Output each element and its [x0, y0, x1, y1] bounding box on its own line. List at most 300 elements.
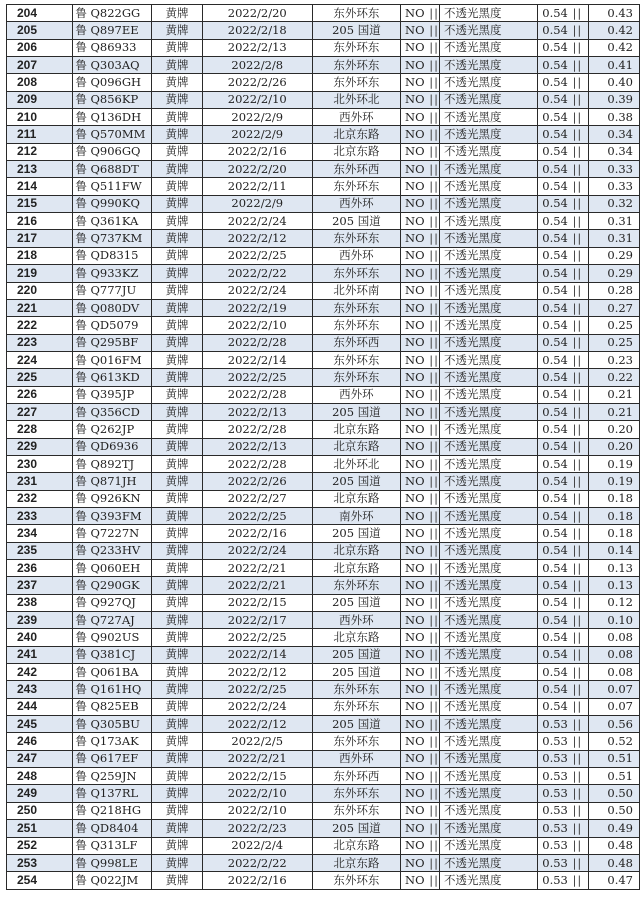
plate-number-cell: 鲁 Q305BU — [73, 716, 152, 733]
plate-color-cell: 黄牌 — [152, 143, 203, 160]
plate-color-cell: 黄牌 — [152, 768, 203, 785]
limit-value-cell: 0.53 || — [538, 733, 589, 750]
table-row — [7, 91, 640, 108]
inspection-date-cell: 2022/2/4 — [202, 837, 312, 854]
limit-value-cell: 0.53 || — [538, 750, 589, 767]
test-item-cell: 不透光黑度 — [440, 403, 538, 420]
plate-color-cell: 黄牌 — [152, 247, 203, 264]
row-number-cell: 252 — [7, 837, 73, 854]
column-separator: || — [567, 92, 583, 107]
column-separator: || — [567, 57, 583, 72]
plate-number-cell: 鲁 Q080DV — [73, 299, 152, 316]
measured-value-cell: 0.48 — [589, 854, 640, 871]
measured-value-cell: 0.51 — [589, 768, 640, 785]
test-item-cell: 不透光黑度 — [440, 802, 538, 819]
plate-color-cell: 黄牌 — [152, 802, 203, 819]
column-separator: || — [424, 231, 439, 246]
status-cell: NO || — [401, 91, 440, 108]
plate-number-cell: 鲁 Q822GG — [73, 5, 152, 22]
column-separator: || — [567, 560, 583, 575]
location-cell: 205 国道 — [312, 213, 400, 230]
location-cell: 205 国道 — [312, 525, 400, 542]
column-separator: || — [567, 196, 583, 211]
column-separator: || — [567, 751, 583, 766]
test-item-cell: 不透光黑度 — [440, 299, 538, 316]
limit-value-cell: 0.54 || — [538, 490, 589, 507]
column-separator: || — [424, 491, 439, 506]
table-row — [7, 785, 640, 802]
table-row — [7, 750, 640, 767]
row-number-cell: 211 — [7, 126, 73, 143]
inspection-results-table — [6, 4, 640, 890]
status-cell: NO || — [401, 473, 440, 490]
row-number-cell: 204 — [7, 5, 73, 22]
column-separator: || — [567, 144, 583, 159]
inspection-date-cell: 2022/2/24 — [202, 542, 312, 559]
measured-value-cell: 0.27 — [589, 299, 640, 316]
plate-color-cell: 黄牌 — [152, 785, 203, 802]
plate-number-cell: 鲁 Q262JP — [73, 421, 152, 438]
column-separator: || — [424, 283, 439, 298]
inspection-date-cell: 2022/2/15 — [202, 768, 312, 785]
column-separator: || — [567, 404, 583, 419]
limit-value-cell: 0.54 || — [538, 386, 589, 403]
test-item-cell: 不透光黑度 — [440, 91, 538, 108]
plate-color-cell: 黄牌 — [152, 664, 203, 681]
plate-color-cell: 黄牌 — [152, 733, 203, 750]
inspection-date-cell: 2022/2/26 — [202, 74, 312, 91]
measured-value-cell: 0.25 — [589, 334, 640, 351]
column-separator: || — [424, 699, 439, 714]
row-number-cell: 210 — [7, 109, 73, 126]
row-number-cell: 232 — [7, 490, 73, 507]
table-row — [7, 74, 640, 91]
column-separator: || — [424, 630, 439, 645]
limit-value-cell: 0.54 || — [538, 57, 589, 74]
measured-value-cell: 0.33 — [589, 161, 640, 178]
plate-number-cell: 鲁 Q86933 — [73, 39, 152, 56]
table-row — [7, 22, 640, 39]
location-cell: 东外环东 — [312, 681, 400, 698]
table-row — [7, 612, 640, 629]
location-cell: 东外环东 — [312, 178, 400, 195]
status-cell: NO || — [401, 5, 440, 22]
test-item-cell: 不透光黑度 — [440, 334, 538, 351]
column-separator: || — [567, 803, 583, 818]
inspection-date-cell: 2022/2/21 — [202, 750, 312, 767]
test-item-cell: 不透光黑度 — [440, 872, 538, 889]
limit-value-cell: 0.54 || — [538, 646, 589, 663]
column-separator: || — [424, 248, 439, 263]
location-cell: 北京东路 — [312, 854, 400, 871]
status-cell: NO || — [401, 334, 440, 351]
table-row — [7, 837, 640, 854]
measured-value-cell: 0.18 — [589, 507, 640, 524]
table-row — [7, 282, 640, 299]
plate-number-cell: 鲁 Q290GK — [73, 577, 152, 594]
location-cell: 东外环东 — [312, 577, 400, 594]
test-item-cell: 不透光黑度 — [440, 5, 538, 22]
location-cell: 东外环东 — [312, 351, 400, 368]
column-separator: || — [424, 612, 439, 627]
column-separator: || — [567, 525, 583, 540]
location-cell: 西外环 — [312, 195, 400, 212]
limit-value-cell: 0.54 || — [538, 265, 589, 282]
row-number-cell: 234 — [7, 525, 73, 542]
column-separator: || — [424, 803, 439, 818]
measured-value-cell: 0.39 — [589, 91, 640, 108]
column-separator: || — [424, 855, 439, 870]
inspection-date-cell: 2022/2/25 — [202, 247, 312, 264]
inspection-date-cell: 2022/2/10 — [202, 785, 312, 802]
test-item-cell: 不透光黑度 — [440, 39, 538, 56]
table-row — [7, 143, 640, 160]
test-item-cell: 不透光黑度 — [440, 143, 538, 160]
plate-color-cell: 黄牌 — [152, 629, 203, 646]
test-item-cell: 不透光黑度 — [440, 74, 538, 91]
plate-number-cell: 鲁 Q7227N — [73, 525, 152, 542]
test-item-cell: 不透光黑度 — [440, 473, 538, 490]
status-cell: NO || — [401, 646, 440, 663]
column-separator: || — [567, 491, 583, 506]
limit-value-cell: 0.54 || — [538, 594, 589, 611]
measured-value-cell: 0.13 — [589, 577, 640, 594]
column-separator: || — [424, 525, 439, 540]
plate-number-cell: 鲁 Q933KZ — [73, 265, 152, 282]
column-separator: || — [567, 248, 583, 263]
plate-number-cell: 鲁 Q303AQ — [73, 57, 152, 74]
column-separator: || — [567, 612, 583, 627]
inspection-date-cell: 2022/2/11 — [202, 178, 312, 195]
table-row — [7, 109, 640, 126]
column-separator: || — [424, 40, 439, 55]
inspection-date-cell: 2022/2/8 — [202, 57, 312, 74]
inspection-date-cell: 2022/2/16 — [202, 525, 312, 542]
test-item-cell: 不透光黑度 — [440, 230, 538, 247]
plate-number-cell: 鲁 Q927QJ — [73, 594, 152, 611]
column-separator: || — [424, 179, 439, 194]
row-number-cell: 231 — [7, 473, 73, 490]
table-row — [7, 299, 640, 316]
column-separator: || — [567, 231, 583, 246]
status-cell: NO || — [401, 57, 440, 74]
table-row — [7, 386, 640, 403]
status-cell: NO || — [401, 39, 440, 56]
measured-value-cell: 0.18 — [589, 525, 640, 542]
column-separator: || — [567, 317, 583, 332]
column-separator: || — [424, 872, 439, 887]
measured-value-cell: 0.20 — [589, 438, 640, 455]
row-number-cell: 237 — [7, 577, 73, 594]
table-row — [7, 560, 640, 577]
plate-color-cell: 黄牌 — [152, 161, 203, 178]
row-number-cell: 233 — [7, 507, 73, 524]
test-item-cell: 不透光黑度 — [440, 820, 538, 837]
plate-color-cell: 黄牌 — [152, 230, 203, 247]
location-cell: 东外环东 — [312, 39, 400, 56]
plate-number-cell: 鲁 Q871JH — [73, 473, 152, 490]
column-separator: || — [424, 647, 439, 662]
location-cell: 西外环 — [312, 247, 400, 264]
plate-number-cell: 鲁 Q259JN — [73, 768, 152, 785]
inspection-date-cell: 2022/2/26 — [202, 473, 312, 490]
column-separator: || — [567, 682, 583, 697]
inspection-date-cell: 2022/2/25 — [202, 629, 312, 646]
column-separator: || — [424, 751, 439, 766]
location-cell: 205 国道 — [312, 403, 400, 420]
measured-value-cell: 0.21 — [589, 386, 640, 403]
inspection-date-cell: 2022/2/22 — [202, 265, 312, 282]
table-row — [7, 351, 640, 368]
location-cell: 北京东路 — [312, 837, 400, 854]
inspection-date-cell: 2022/2/13 — [202, 403, 312, 420]
location-cell: 东外环东 — [312, 785, 400, 802]
row-number-cell: 250 — [7, 802, 73, 819]
plate-color-cell: 黄牌 — [152, 299, 203, 316]
measured-value-cell: 0.49 — [589, 820, 640, 837]
status-cell: NO || — [401, 178, 440, 195]
test-item-cell: 不透光黑度 — [440, 438, 538, 455]
measured-value-cell: 0.32 — [589, 195, 640, 212]
limit-value-cell: 0.54 || — [538, 369, 589, 386]
column-separator: || — [567, 456, 583, 471]
status-cell: NO || — [401, 109, 440, 126]
measured-value-cell: 0.41 — [589, 57, 640, 74]
column-separator: || — [424, 838, 439, 853]
plate-number-cell: 鲁 Q570MM — [73, 126, 152, 143]
test-item-cell: 不透光黑度 — [440, 698, 538, 715]
inspection-date-cell: 2022/2/19 — [202, 299, 312, 316]
test-item-cell: 不透光黑度 — [440, 768, 538, 785]
location-cell: 205 国道 — [312, 820, 400, 837]
measured-value-cell: 0.14 — [589, 542, 640, 559]
column-separator: || — [424, 300, 439, 315]
location-cell: 西外环 — [312, 386, 400, 403]
column-separator: || — [567, 473, 583, 488]
test-item-cell: 不透光黑度 — [440, 577, 538, 594]
column-separator: || — [567, 300, 583, 315]
column-separator: || — [567, 508, 583, 523]
limit-value-cell: 0.54 || — [538, 421, 589, 438]
column-separator: || — [424, 716, 439, 731]
plate-number-cell: 鲁 Q361KA — [73, 213, 152, 230]
row-number-cell: 215 — [7, 195, 73, 212]
status-cell: NO || — [401, 386, 440, 403]
table-row — [7, 334, 640, 351]
test-item-cell: 不透光黑度 — [440, 507, 538, 524]
column-separator: || — [424, 57, 439, 72]
column-separator: || — [424, 317, 439, 332]
column-separator: || — [567, 265, 583, 280]
status-cell: NO || — [401, 716, 440, 733]
test-item-cell: 不透光黑度 — [440, 525, 538, 542]
location-cell: 北京东路 — [312, 126, 400, 143]
plate-color-cell: 黄牌 — [152, 560, 203, 577]
plate-number-cell: 鲁 Q356CD — [73, 403, 152, 420]
plate-color-cell: 黄牌 — [152, 109, 203, 126]
status-cell: NO || — [401, 282, 440, 299]
column-separator: || — [424, 786, 439, 801]
inspection-date-cell: 2022/2/20 — [202, 161, 312, 178]
measured-value-cell: 0.28 — [589, 282, 640, 299]
status-cell: NO || — [401, 403, 440, 420]
measured-value-cell: 0.34 — [589, 143, 640, 160]
plate-number-cell: 鲁 Q892TJ — [73, 455, 152, 472]
inspection-date-cell: 2022/2/22 — [202, 854, 312, 871]
plate-number-cell: 鲁 Q022JM — [73, 872, 152, 889]
status-cell: NO || — [401, 629, 440, 646]
row-number-cell: 240 — [7, 629, 73, 646]
status-cell: NO || — [401, 664, 440, 681]
inspection-date-cell: 2022/2/10 — [202, 91, 312, 108]
test-item-cell: 不透光黑度 — [440, 716, 538, 733]
row-number-cell: 239 — [7, 612, 73, 629]
inspection-date-cell: 2022/2/9 — [202, 126, 312, 143]
plate-number-cell: 鲁 Q902US — [73, 629, 152, 646]
table-row — [7, 403, 640, 420]
column-separator: || — [424, 456, 439, 471]
plate-color-cell: 黄牌 — [152, 820, 203, 837]
limit-value-cell: 0.54 || — [538, 178, 589, 195]
table-row — [7, 733, 640, 750]
table-row — [7, 195, 640, 212]
status-cell: NO || — [401, 455, 440, 472]
plate-number-cell: 鲁 Q617EF — [73, 750, 152, 767]
column-separator: || — [567, 421, 583, 436]
measured-value-cell: 0.47 — [589, 872, 640, 889]
table-row — [7, 161, 640, 178]
table-row — [7, 247, 640, 264]
status-cell: NO || — [401, 507, 440, 524]
inspection-date-cell: 2022/2/12 — [202, 716, 312, 733]
plate-color-cell: 黄牌 — [152, 213, 203, 230]
column-separator: || — [424, 369, 439, 384]
plate-number-cell: 鲁 Q161HQ — [73, 681, 152, 698]
location-cell: 东外环西 — [312, 334, 400, 351]
plate-color-cell: 黄牌 — [152, 57, 203, 74]
column-separator: || — [567, 439, 583, 454]
column-separator: || — [424, 439, 439, 454]
measured-value-cell: 0.25 — [589, 317, 640, 334]
measured-value-cell: 0.19 — [589, 455, 640, 472]
inspection-date-cell: 2022/2/21 — [202, 560, 312, 577]
measured-value-cell: 0.50 — [589, 802, 640, 819]
location-cell: 205 国道 — [312, 22, 400, 39]
test-item-cell: 不透光黑度 — [440, 317, 538, 334]
test-item-cell: 不透光黑度 — [440, 351, 538, 368]
column-separator: || — [567, 664, 583, 679]
measured-value-cell: 0.29 — [589, 247, 640, 264]
location-cell: 东外环东 — [312, 317, 400, 334]
plate-number-cell: 鲁 Q737KM — [73, 230, 152, 247]
inspection-date-cell: 2022/2/20 — [202, 5, 312, 22]
plate-color-cell: 黄牌 — [152, 750, 203, 767]
plate-number-cell: 鲁 Q381CJ — [73, 646, 152, 663]
row-number-cell: 236 — [7, 560, 73, 577]
inspection-date-cell: 2022/2/10 — [202, 802, 312, 819]
row-number-cell: 205 — [7, 22, 73, 39]
status-cell: NO || — [401, 247, 440, 264]
inspection-date-cell: 2022/2/23 — [202, 820, 312, 837]
measured-value-cell: 0.08 — [589, 646, 640, 663]
inspection-date-cell: 2022/2/14 — [202, 351, 312, 368]
location-cell: 东外环东 — [312, 230, 400, 247]
test-item-cell: 不透光黑度 — [440, 57, 538, 74]
table-row — [7, 438, 640, 455]
status-cell: NO || — [401, 351, 440, 368]
table-row — [7, 39, 640, 56]
test-item-cell: 不透光黑度 — [440, 282, 538, 299]
limit-value-cell: 0.54 || — [538, 126, 589, 143]
column-separator: || — [567, 387, 583, 402]
plate-number-cell: 鲁 QD8315 — [73, 247, 152, 264]
inspection-date-cell: 2022/2/9 — [202, 195, 312, 212]
column-separator: || — [567, 543, 583, 558]
plate-number-cell: 鲁 Q926KN — [73, 490, 152, 507]
limit-value-cell: 0.54 || — [538, 195, 589, 212]
status-cell: NO || — [401, 161, 440, 178]
measured-value-cell: 0.52 — [589, 733, 640, 750]
plate-color-cell: 黄牌 — [152, 351, 203, 368]
limit-value-cell: 0.54 || — [538, 230, 589, 247]
limit-value-cell: 0.53 || — [538, 768, 589, 785]
measured-value-cell: 0.31 — [589, 230, 640, 247]
plate-number-cell: 鲁 Q096GH — [73, 74, 152, 91]
row-number-cell: 206 — [7, 39, 73, 56]
plate-color-cell: 黄牌 — [152, 473, 203, 490]
location-cell: 205 国道 — [312, 716, 400, 733]
plate-color-cell: 黄牌 — [152, 837, 203, 854]
row-number-cell: 245 — [7, 716, 73, 733]
column-separator: || — [567, 786, 583, 801]
test-item-cell: 不透光黑度 — [440, 854, 538, 871]
status-cell: NO || — [401, 525, 440, 542]
row-number-cell: 216 — [7, 213, 73, 230]
test-item-cell: 不透光黑度 — [440, 612, 538, 629]
location-cell: 南外环 — [312, 507, 400, 524]
inspection-date-cell: 2022/2/13 — [202, 39, 312, 56]
limit-value-cell: 0.54 || — [538, 681, 589, 698]
location-cell: 205 国道 — [312, 664, 400, 681]
status-cell: NO || — [401, 317, 440, 334]
measured-value-cell: 0.07 — [589, 681, 640, 698]
plate-color-cell: 黄牌 — [152, 612, 203, 629]
test-item-cell: 不透光黑度 — [440, 594, 538, 611]
column-separator: || — [424, 352, 439, 367]
location-cell: 北京东路 — [312, 438, 400, 455]
status-cell: NO || — [401, 560, 440, 577]
column-separator: || — [424, 5, 439, 20]
status-cell: NO || — [401, 612, 440, 629]
limit-value-cell: 0.54 || — [538, 299, 589, 316]
row-number-cell: 241 — [7, 646, 73, 663]
limit-value-cell: 0.54 || — [538, 39, 589, 56]
status-cell: NO || — [401, 854, 440, 871]
column-separator: || — [567, 5, 583, 20]
column-separator: || — [424, 473, 439, 488]
limit-value-cell: 0.54 || — [538, 74, 589, 91]
limit-value-cell: 0.54 || — [538, 525, 589, 542]
plate-number-cell: 鲁 Q061BA — [73, 664, 152, 681]
column-separator: || — [567, 630, 583, 645]
plate-number-cell: 鲁 Q856KP — [73, 91, 152, 108]
inspection-date-cell: 2022/2/16 — [202, 143, 312, 160]
table-row — [7, 57, 640, 74]
location-cell: 东外环东 — [312, 299, 400, 316]
plate-number-cell: 鲁 QD5079 — [73, 317, 152, 334]
column-separator: || — [424, 127, 439, 142]
column-separator: || — [567, 716, 583, 731]
